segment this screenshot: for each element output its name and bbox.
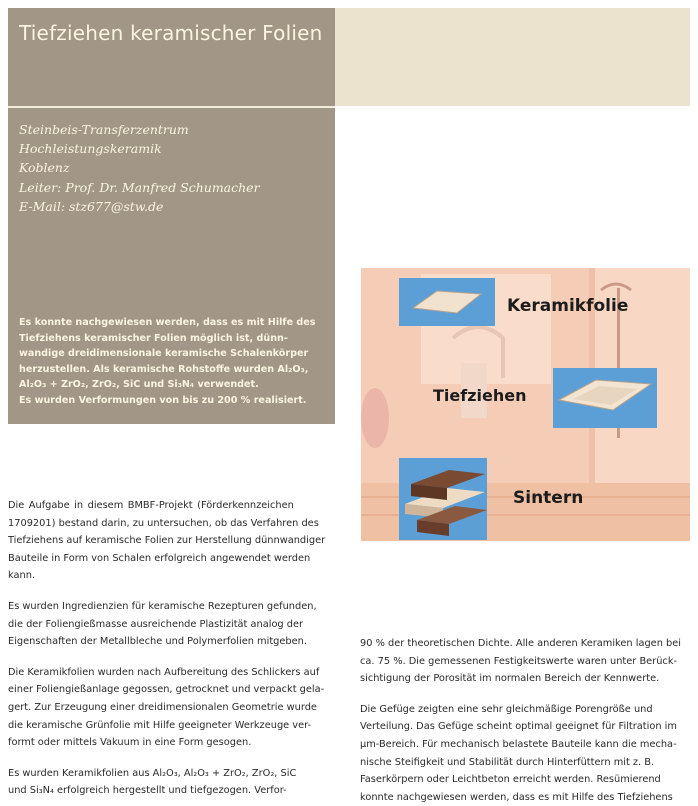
text-line: ca. 75 %. Die gemessenen Festigkeitswerte waren unter Berück- xyxy=(360,655,678,667)
contact-block xyxy=(19,120,329,216)
summary-line: Es wurden Verformungen von bis zu 200 % realisiert. xyxy=(19,394,307,406)
info-box xyxy=(8,108,335,424)
text-line: die der Foliengießmasse ausreichende Plastizität analog der xyxy=(8,618,304,630)
summary-line: herzustellen. Als keramische Rohstoffe wurden Al₂O₃, xyxy=(19,363,309,375)
page-title: Tiefziehen keramischer Folien xyxy=(19,21,323,45)
deepdraw-tile-icon xyxy=(553,368,657,428)
right-text-column xyxy=(360,635,690,806)
foil-tile-icon xyxy=(399,278,495,326)
text-line: einer Foliengießanlage gegossen, getrocknet und verpackt gela- xyxy=(8,684,325,696)
text-line: Verteilung. Das Gefüge scheint optimal geeignet für Filtration im xyxy=(360,721,677,733)
paragraph xyxy=(8,497,338,585)
summary-line: wandige dreidimensionale keramische Schalenkörper xyxy=(19,348,309,360)
summary-block xyxy=(19,315,329,409)
text-line: Es wurden Ingredienzien für keramische Rezepturen gefunden, xyxy=(8,600,317,612)
text-line: die keramische Grünfolie mit Hilfe geeigneter Werkzeuge ver- xyxy=(8,719,312,731)
text-line: Die Gefüge zeigten eine sehr gleichmäßige Porengröße und xyxy=(360,703,653,715)
text-line: Die Keramikfolien wurden nach Aufbereitung des Schlickers auf xyxy=(8,666,320,678)
text-line: gert. Zur Erzeugung einer dreidimensionalen Geometrie wurde xyxy=(8,701,317,713)
text-line: kann. xyxy=(8,570,36,582)
summary-line: Tiefziehens keramischer Folien möglich ist, dünn- xyxy=(19,332,288,344)
text-line: nische Steifigkeit und Stabilität durch Hinterfüttern mit z. B. xyxy=(360,756,655,768)
paragraph xyxy=(360,635,690,688)
figure-label-tiefziehen: Tiefziehen xyxy=(433,386,527,405)
contact-email: E-Mail: stz677@stw.de xyxy=(19,198,164,214)
process-figure xyxy=(361,268,690,541)
figure-label-keramikfolie: Keramikfolie xyxy=(507,296,629,316)
text-line: Faserkörpern oder Leichtbeton erreicht werden. Resümierend xyxy=(360,774,661,786)
paragraph xyxy=(8,598,338,651)
contact-line: Hochleistungskeramik xyxy=(19,141,162,157)
paragraph xyxy=(360,701,690,806)
text-line: Die Aufgabe in diesem BMBF-Projekt (Förderkennzeichen xyxy=(8,500,294,511)
text-line: 90 % der theoretischen Dichte. Alle anderen Keramiken lagen bei xyxy=(360,638,681,649)
paragraph xyxy=(8,664,338,752)
text-line: Tiefziehens auf keramische Folien zur Herstellung dünnwandiger xyxy=(8,535,326,547)
text-line: Es wurden Keramikfolien aus Al₂O₃, Al₂O₃ + ZrO₂, ZrO₂, SiC xyxy=(8,767,297,779)
text-line: µm-Bereich. Für mechanisch belastete Bauteile kann die mecha- xyxy=(360,738,677,750)
text-line: 1709201) bestand darin, zu untersuchen, ob das Verfahren des xyxy=(8,517,319,529)
text-line: und Si₃N₄ erfolgreich hergestellt und tiefgezogen. Verfor- xyxy=(8,785,287,797)
summary-line: Al₂O₃ + ZrO₂, ZrO₂, SiC und Si₃N₄ verwendet. xyxy=(19,379,259,391)
title-box xyxy=(8,8,335,108)
contact-line: Koblenz xyxy=(19,160,70,176)
header-band xyxy=(335,8,690,106)
sinter-stack-icon xyxy=(399,458,487,540)
contact-line: Steinbeis-Transferzentrum xyxy=(19,122,189,137)
text-line: sichtigung der Porosität im normalen Bereich der Kennwerte. xyxy=(360,673,660,685)
paragraph xyxy=(8,765,338,800)
summary-line: Es konnte nachgewiesen werden, dass es mit Hilfe des xyxy=(19,317,316,328)
text-line: Eigenschaften der Metallbleche und Polymerfolien mitgeben. xyxy=(8,636,307,648)
figure-label-sintern: Sintern xyxy=(513,488,584,508)
left-text-column xyxy=(8,497,338,800)
text-line: formt oder mittels Vakuum in eine Form gesogen. xyxy=(8,737,252,749)
text-line: konnte nachgewiesen werden, dass es mit Hilfe des Tiefziehens xyxy=(360,791,673,803)
contact-line: Leiter: Prof. Dr. Manfred Schumacher xyxy=(19,179,260,195)
text-line: Bauteile in Form von Schalen erfolgreich angewendet werden xyxy=(8,552,311,564)
